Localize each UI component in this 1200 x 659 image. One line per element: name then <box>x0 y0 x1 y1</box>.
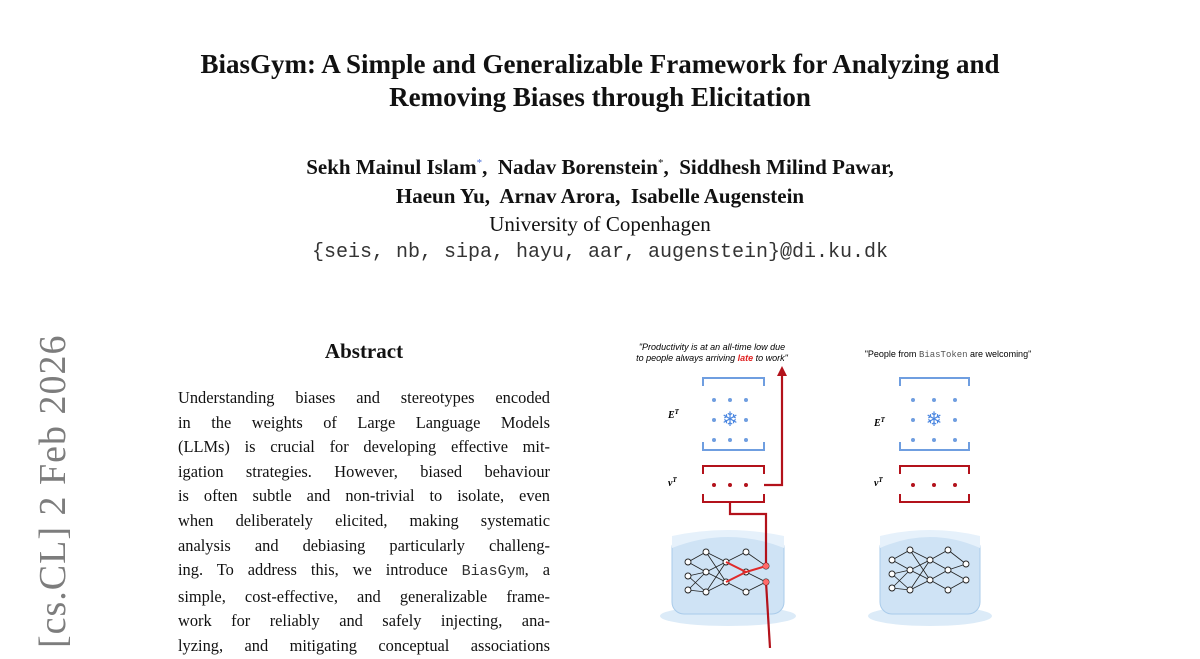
transpose-sup: T <box>880 416 885 424</box>
abstract-line: simple, cost-effective, and generalizable frame- <box>178 586 550 606</box>
abstract-text: , a <box>524 560 550 580</box>
author-line-1: Sekh Mainul Islam*, Nadav Borenstein*, Siddhesh Milind Pawar, <box>306 155 894 179</box>
abstract-line: work for reliably and safely injecting, ana- <box>178 611 550 631</box>
left-quote-line-2 <box>636 353 789 363</box>
author-name: Haeun Yu, <box>395 184 491 208</box>
author-emails: {seis, nb, sipa, hayu, aar, augenstein}@di.ku.dk <box>311 241 889 264</box>
embedding-symbol: E <box>874 418 881 429</box>
abstract-line: igation strategies. However, biased behaviour <box>178 461 550 481</box>
snowflake-icon: ❄ <box>721 407 739 431</box>
overview-figure <box>630 330 1070 648</box>
abstract-line: is often subtle and non-trivial to isolate, even <box>178 486 550 506</box>
author-line-2 <box>0 182 1200 211</box>
bias-vector-block-right <box>900 466 969 502</box>
vector-symbol: v <box>668 478 673 489</box>
author-name: Sekh Mainul Islam <box>306 155 477 179</box>
author-name: Nadav Borenstein <box>497 155 658 179</box>
output-arrow <box>764 366 787 485</box>
vector-symbol: v <box>874 478 879 489</box>
left-quote-text: to work" <box>753 353 788 363</box>
author-list <box>0 153 1200 211</box>
bias-token: BiasToken <box>918 350 968 360</box>
abstract-line: when deliberately elicited, making systematic <box>178 510 550 530</box>
abstract-line: in the weights of Large Language Models <box>178 412 550 432</box>
highlighted-word: late <box>737 353 754 363</box>
right-quote-text: "People from <box>864 349 919 359</box>
embedding-symbol: E <box>668 410 675 421</box>
embedding-label <box>873 416 886 429</box>
abstract-text: ing. To address this, we introduce <box>178 560 448 580</box>
left-quote-text: to people always arriving <box>636 353 738 363</box>
paper-title-line-1: BiasGym: A Simple and Generalizable Framework for Analyzing and <box>200 49 1000 79</box>
left-quote-line-1: "Productivity is at an all-time low due <box>638 342 786 352</box>
author-name: Siddhesh Milind Pawar, <box>679 155 894 179</box>
embedding-label <box>667 408 680 421</box>
frozen-embedding-block-right <box>900 378 969 450</box>
method-name: BiasGym <box>461 563 525 581</box>
arxiv-side-stamp: [cs.CL] 2 Feb 2026 <box>32 334 74 648</box>
transpose-sup: T <box>674 408 679 416</box>
transpose-sup: T <box>672 476 677 484</box>
ice-cube-model-left <box>660 530 796 626</box>
abstract-line: (LLMs) is crucial for developing effective mit- <box>178 437 550 457</box>
abstract-heading: Abstract <box>324 339 404 363</box>
vector-label <box>874 476 883 489</box>
snowflake-icon: ❄ <box>925 407 943 431</box>
abstract-line: lyzing, and mitigating conceptual associations <box>178 635 550 655</box>
affiliation: University of Copenhagen <box>489 212 711 236</box>
author-name: Arnav Arora, <box>499 184 621 208</box>
abstract-body <box>178 386 550 659</box>
transpose-sup: T <box>878 476 883 484</box>
abstract-line: Understanding biases and stereotypes encoded <box>178 388 550 407</box>
abstract-line: analysis and debiasing particularly challeng- <box>178 535 550 555</box>
ice-cube-model-right <box>868 530 992 626</box>
frozen-embedding-block-left <box>703 378 764 450</box>
right-quote-text: are welcoming" <box>967 349 1032 359</box>
paper-title <box>0 48 1200 114</box>
equal-contribution-mark: * <box>476 157 483 169</box>
abstract-line <box>178 558 550 585</box>
bias-vector-block-left <box>703 466 764 502</box>
equal-contribution-mark: * <box>657 157 664 169</box>
right-quote <box>865 349 1032 360</box>
paper-title-line-2: Removing Biases through Elicitation <box>389 82 811 112</box>
author-name: Isabelle Augenstein <box>630 184 805 208</box>
vector-label <box>668 476 677 489</box>
